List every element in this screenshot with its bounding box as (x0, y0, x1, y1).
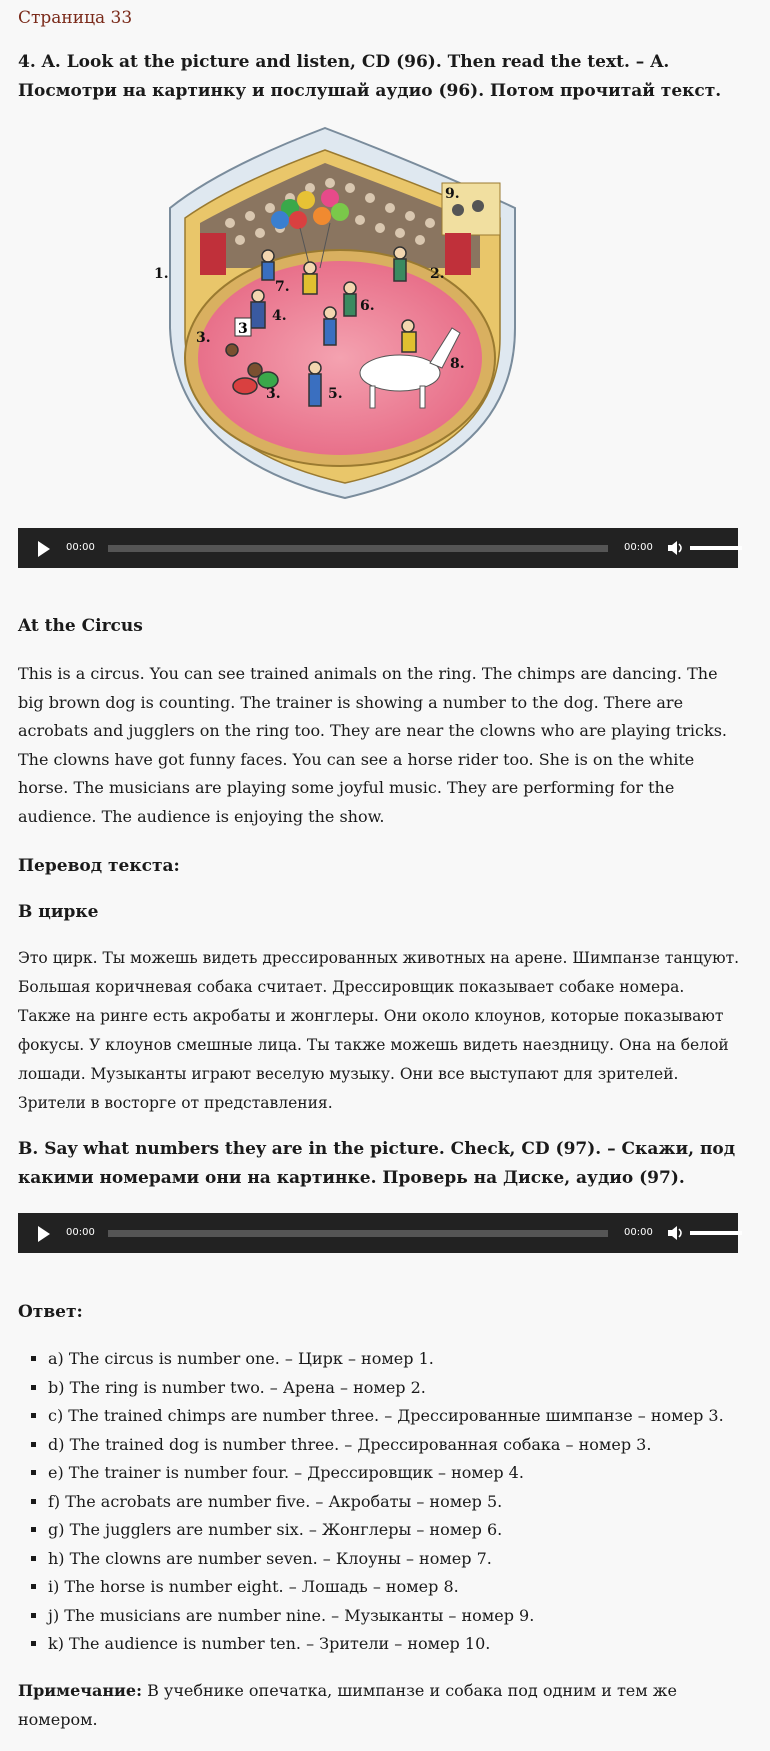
list-item: ▪ f) The acrobats are number five. – Акробаты – номер 5. (48, 1488, 748, 1517)
note-text: В учебнике опечатка, шимпанзе и собака под одним и тем же номером. (18, 1681, 677, 1729)
translation-heading: Перевод текста: (18, 856, 180, 876)
list-item: ▪ a) The circus is number one. – Цирк – номер 1. (48, 1345, 748, 1374)
translation-paragraph: Это цирк. Ты можешь видеть дрессированных животных на арене. Шимпанзе танцуют. Большая коричневая собака считает. Дрессировщик показывает собаке номера. Также на ринге есть акробаты и жонглеры. Они около клоунов, которые показывают фокусы. У клоунов смешные лица. Ты также можешь видеть наездницу. Она на белой лошади. Музыканты играют веселую музыку. Они все выступают для зрителей. Зрители в восторге от представления. (18, 949, 740, 1112)
circus-paragraph: This is a circus. You can see trained animals on the ring. The chimps are dancing. The big brown dog is counting. The trainer is showing a number to the dog. There are acrobats and jugglers on the ring too. They are near the clowns who are playing tricks. The clowns have got funny faces. You can see a horse rider too. She is on the white horse. The musicians are playing some joyful music. They are performing for the audience. The audience is enjoying the show. (18, 664, 727, 826)
play-icon[interactable] (38, 1226, 50, 1242)
page-label: Страница 33 (18, 8, 133, 28)
list-item: ▪ c) The trained chimps are number three. – Дрессированные шимпанзе – номер 3. (48, 1402, 748, 1431)
label-6: 6. (360, 298, 375, 314)
list-item: ▪ d) The trained dog is number three. – Дрессированная собака – номер 3. (48, 1431, 748, 1460)
label-1: 1. (154, 266, 169, 282)
label-3a: 3. (196, 330, 211, 346)
list-item: ▪ g) The jugglers are number six. – Жонглеры – номер 6. (48, 1516, 748, 1545)
label-5: 5. (328, 386, 343, 402)
label-8: 8. (450, 356, 465, 372)
note (18, 1677, 740, 1734)
list-item: ▪ i) The horse is number eight. – Лошадь – номер 8. (48, 1573, 748, 1602)
label-7: 7. (275, 279, 290, 295)
label-2: 2. (430, 266, 445, 282)
volume-slider[interactable] (690, 546, 742, 550)
audio-player-97 (18, 1213, 738, 1253)
volume-slider[interactable] (690, 1231, 742, 1235)
audio-current-time: 00:00 (66, 1227, 95, 1238)
circus-picture (154, 128, 530, 503)
list-item: ▪ h) The clowns are number seven. – Клоуны – номер 7. (48, 1545, 748, 1574)
list-item: ▪ j) The musicians are number nine. – Музыканты – номер 9. (48, 1602, 748, 1631)
list-item: ▪ b) The ring is number two. – Арена – номер 2. (48, 1374, 748, 1403)
label-4: 4. (272, 308, 287, 324)
task-a-instructions: 4. A. Look at the picture and listen, CD (96). Then read the text. – A. Посмотри на картинку и послушай аудио (96). Потом прочитай текст. (18, 52, 722, 101)
list-item: ▪ k) The audience is number ten. – Зрители – номер 10. (48, 1630, 748, 1659)
dog-card-number: 3 (238, 321, 248, 337)
circus-illustration (154, 128, 530, 503)
volume-icon[interactable] (667, 1225, 685, 1241)
audio-duration: 00:00 (624, 1227, 653, 1238)
audio-duration: 00:00 (624, 542, 653, 553)
label-9: 9. (445, 186, 460, 202)
audio-progress-bar[interactable] (108, 1230, 608, 1237)
task-b-instructions: B. Say what numbers they are in the picture. Check, CD (97). – Скажи, под какими номерами они на картинке. Проверь на Диске, аудио (97). (18, 1139, 736, 1188)
answer-heading: Ответ: (18, 1302, 83, 1322)
audio-current-time: 00:00 (66, 542, 95, 553)
audio-progress-bar[interactable] (108, 545, 608, 552)
list-item: ▪ e) The trainer is number four. – Дрессировщик – номер 4. (48, 1459, 748, 1488)
play-icon[interactable] (38, 541, 50, 557)
translation-title: В цирке (18, 902, 99, 922)
text-title: At the Circus (18, 616, 143, 636)
volume-icon[interactable] (667, 540, 685, 556)
label-3b: 3. (266, 386, 281, 402)
note-label: Примечание: (18, 1681, 142, 1700)
answer-list (18, 1345, 748, 1659)
audio-player-96 (18, 528, 738, 568)
